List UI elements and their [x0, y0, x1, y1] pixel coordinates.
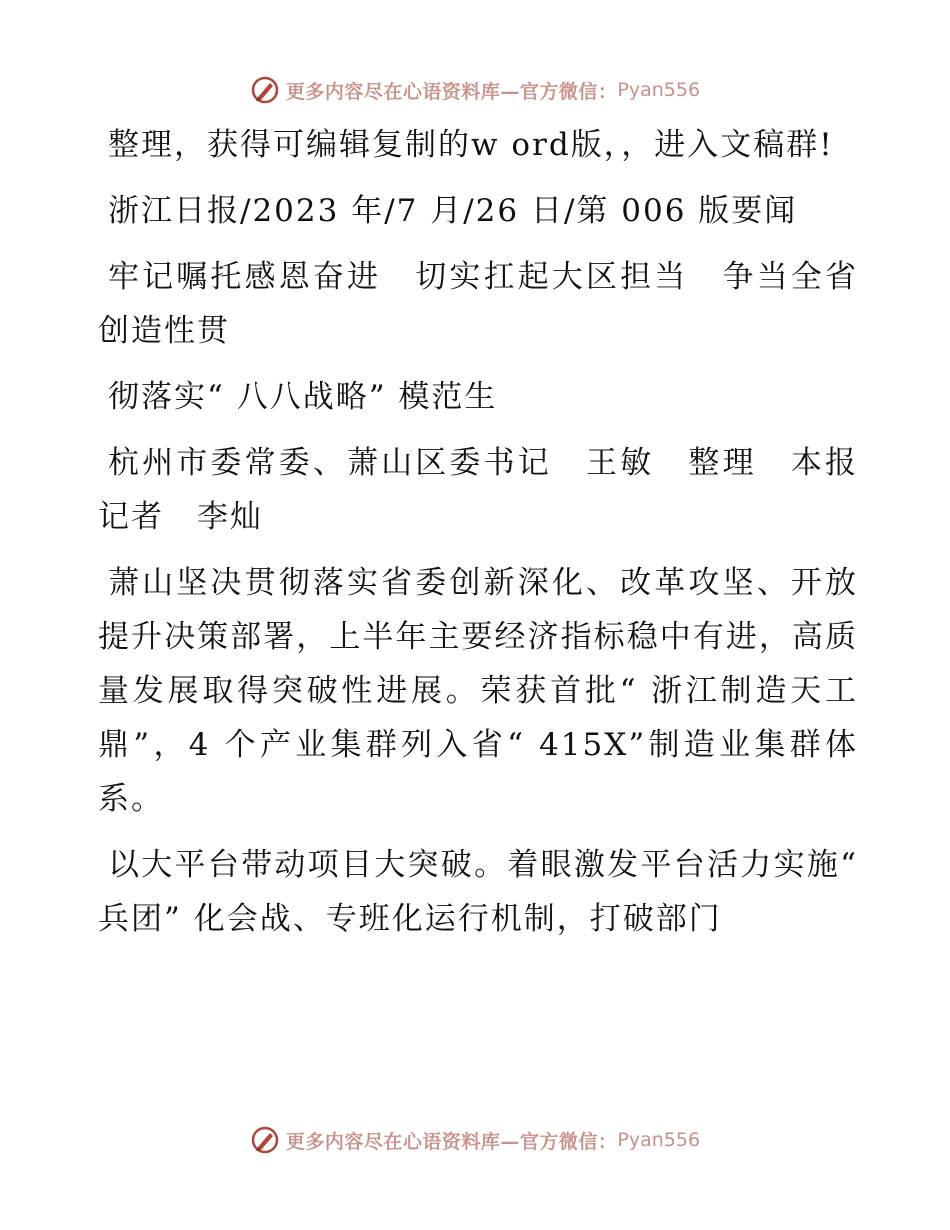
paragraph: 萧山坚决贯彻落实省委创新深化、改革攻坚、开放提升决策部署，上半年主要经济指标稳中有进，高质量发展取得突破性进展。荣获首批“ 浙江制造天工鼎”，4 个产业集群列入省“ 415X”制造业集群体系。	[98, 565, 858, 817]
footer-watermark	[0, 1120, 950, 1160]
paragraph: 整理，获得可编辑复制的w ord版，，进入文稿群!	[108, 127, 834, 163]
paragraph: 彻落实“ 八八战略” 模范生	[108, 379, 498, 415]
header-watermark	[0, 70, 950, 110]
watermark-text: 更多内容尽在心语资料库—官方微信：	[285, 1130, 618, 1153]
watermark-handle: Pyan556	[617, 1129, 701, 1151]
watermark-text: 更多内容尽在心语资料库—官方微信：	[285, 80, 618, 103]
paragraph: 以大平台带动项目大突破。着眼激发平台活力实施“ 兵团” 化会战、专班化运行机制，打破部门	[98, 847, 858, 937]
document-body	[98, 118, 858, 958]
paragraph: 浙江日报/2023 年/7 月/26 日/第 006 版要闻	[108, 193, 798, 229]
pen-logo-icon	[250, 1125, 280, 1155]
watermark-handle: Pyan556	[617, 79, 701, 101]
paragraph: 杭州市委常委、萧山区委书记 王敏 整理 本报记者 李灿	[98, 445, 858, 535]
pen-logo-icon	[250, 75, 280, 105]
paragraph: 牢记嘱托感恩奋进 切实扛起大区担当 争当全省创造性贯	[98, 259, 858, 349]
